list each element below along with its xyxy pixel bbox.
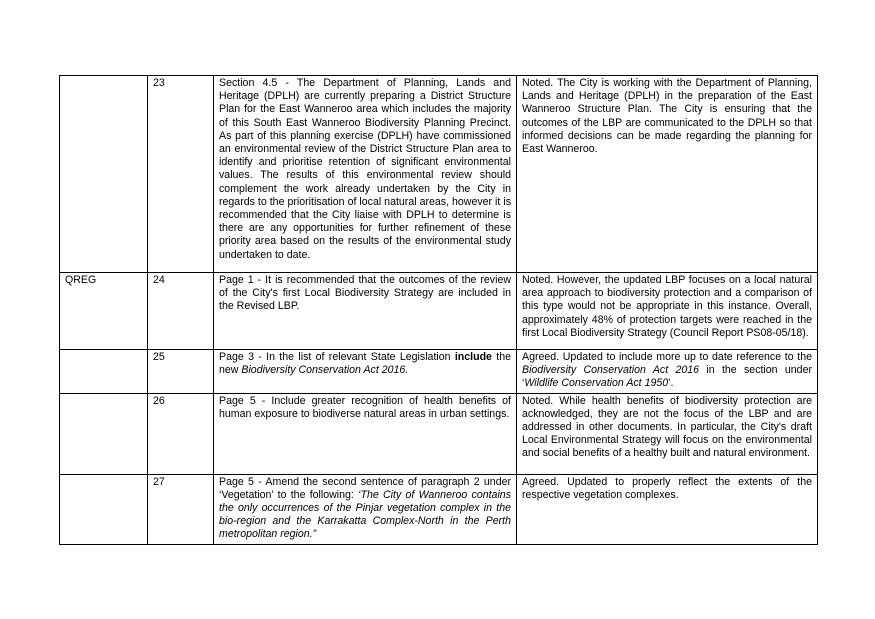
- submission-text-segment: Page 1 - It is recommended that the outcomes of the review of the City's first Local Biodiversity Strategy are included in the Revised LBP.: [219, 274, 511, 313]
- submission-text-segment: include: [454, 351, 492, 363]
- response-text-segment: Noted. While health benefits of biodiversity protection are acknowledged, they are not the focus of the LBP and are addressed in other documents. In particular, the City's draft Local Environmental Strategy will focus on the environmental and social benefits of a healthy built and natural environment.: [522, 394, 812, 460]
- submitter-cell: QREG: [60, 273, 148, 350]
- table-row: [60, 350, 818, 394]
- submission-text-segment: Biodiversity Conservation Act 2016.: [241, 364, 409, 377]
- response-text-segment: in the section under ‘: [522, 364, 812, 390]
- response-text-segment: ’.: [668, 377, 674, 390]
- submitter-cell: [60, 76, 148, 273]
- response-text-cell: [517, 393, 818, 474]
- response-text-cell: [517, 474, 818, 544]
- submission-number-cell: 25: [148, 350, 214, 394]
- submission-text-segment: Page 5 - Amend the second sentence of paragraph 2 under ‘Vegetation’ to the following:: [219, 475, 511, 501]
- submission-text-segment: the new: [219, 351, 512, 377]
- response-text-cell: [517, 273, 818, 350]
- response-text-cell: [517, 76, 818, 273]
- response-text-segment: Agreed. Updated to include more up to date reference to the: [522, 351, 812, 363]
- submitter-cell: [60, 474, 148, 544]
- response-text-segment: Noted. The City is working with the Department of Planning, Lands and Heritage (DPLH) in the preparation of the East Wanneroo Structure Plan. The City is ensuring that the outcomes of the LBP are communicated to the DPLH so that informed decisions can be made regarding the planning for East Wanneroo.: [522, 77, 812, 156]
- submission-text-cell: [214, 474, 517, 544]
- response-text-segment: Wildlife Conservation Act 1950: [524, 377, 669, 390]
- submissions-table: [59, 75, 818, 545]
- response-text-segment: Agreed. Updated to properly reflect the extents of the respective vegetation complexes.: [522, 475, 812, 501]
- submission-number-cell: 23: [148, 76, 214, 273]
- submission-text-cell: [214, 273, 517, 350]
- response-text-cell: [517, 350, 818, 394]
- submission-text-cell: [214, 350, 517, 394]
- submission-text-segment: Page 3 - In the list of relevant State Legislation: [219, 351, 455, 363]
- submission-text-cell: [214, 76, 517, 273]
- submission-number-cell: 27: [148, 474, 214, 544]
- table-row: [60, 76, 818, 273]
- response-text-segment: Noted. However, the updated LBP focuses on a local natural area approach to biodiversity protection and a comparison of this type would not be appropriate in this instance. Overall, approximately 48% of protection targets were reached in the first Local Biodiversity Strategy (Council Report PS08-05/18).: [522, 274, 812, 339]
- submitter-cell: [60, 393, 148, 474]
- table-row: [60, 474, 818, 544]
- submissions-table-body: [60, 76, 818, 545]
- table-row: [60, 273, 818, 350]
- submission-text-cell: [214, 393, 517, 474]
- submission-text-segment: ‘The City of Wanneroo contains the only occurrences of the Pinjar vegetation complex in the bio-region and the Karrakatta Complex-North in the Perth metropolitan region.”: [219, 488, 511, 541]
- submission-number-cell: 24: [148, 273, 214, 350]
- submission-text-segment: Section 4.5 - The Department of Planning, Lands and Heritage (DPLH) are currently preparing a District Structure Plan for the East Wanneroo area which includes the majority of this South East Wanneroo Biodiversity Planning Precinct. As part of this planning exercise (DPLH) have commissioned an environmental review of the District Structure Plan area to identify and prioritise retention of significant environmental values. The results of this environmental review should complement the work already undertaken by the City in regards to the prioritisation of local natural areas, however it is recommended that the City liaise with DPLH to determine is there are any opportunities for further refinement of these priority area based on the results of the environmental study undertaken to date.: [219, 77, 511, 261]
- submission-number-cell: 26: [148, 393, 214, 474]
- submitter-cell: [60, 350, 148, 394]
- response-text-segment: Biodiversity Conservation Act 2016: [522, 364, 700, 377]
- submission-text-segment: Page 5 - Include greater recognition of health benefits of human exposure to biodiverse natural areas in urban settings.: [219, 394, 511, 420]
- table-row: [60, 393, 818, 474]
